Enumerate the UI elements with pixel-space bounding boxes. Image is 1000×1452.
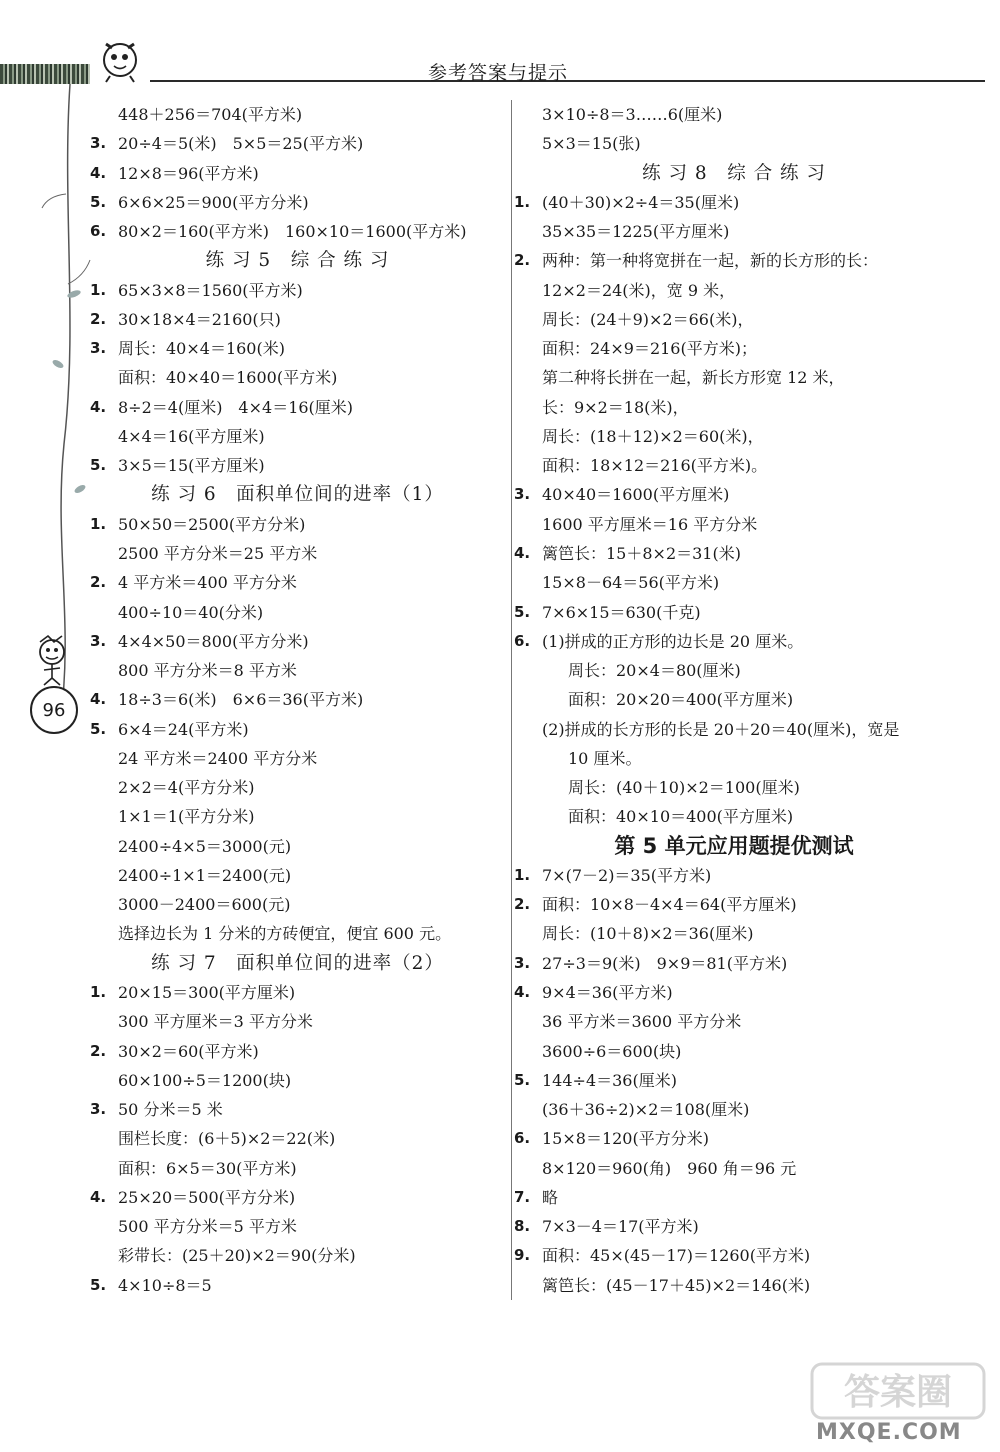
- answer-line: [90, 685, 505, 714]
- answer-line: [514, 510, 954, 539]
- answer-line: [514, 188, 954, 217]
- answer-line: [514, 1037, 954, 1066]
- answer-line: [514, 978, 954, 1007]
- answer-text: 3×5＝15(平方厘米): [118, 456, 265, 476]
- answer-text: 10 厘米。: [568, 748, 642, 768]
- answer-text: 18÷3＝6(米) 6×6＝36(平方米): [118, 690, 364, 710]
- answer-text: 400÷10＝40(分米): [118, 602, 264, 622]
- answer-text: 面积：40×10＝400(平方厘米): [568, 807, 794, 827]
- question-number: 4.: [90, 397, 107, 416]
- answer-line: [514, 744, 954, 773]
- answer-text: 7×3－4＝17(平方米): [542, 1217, 699, 1237]
- answer-line: [90, 393, 505, 422]
- question-number: 1.: [514, 865, 531, 884]
- answer-line: [514, 1183, 954, 1212]
- answer-text: 周长：(40＋10)×2＝100(厘米): [568, 778, 800, 798]
- question-number: 4.: [514, 543, 531, 562]
- answer-line: [90, 802, 505, 831]
- question-number: 3.: [514, 485, 531, 504]
- question-number: 7.: [514, 1187, 531, 1206]
- watermark-url: MXQE.COM: [816, 1420, 962, 1445]
- question-number: 4.: [514, 982, 531, 1001]
- answer-text: 448＋256＝704(平方米): [118, 105, 303, 124]
- answer-text: 2500 平方分米＝25 平方米: [118, 543, 318, 563]
- answer-line: [90, 1037, 505, 1066]
- answer-text: 80×2＝160(平方米) 160×10＝1600(平方米): [118, 222, 467, 242]
- answer-text: 20÷4＝5(米) 5×5＝25(平方米): [118, 134, 364, 154]
- answer-text: 周长：20×4＝80(厘米): [568, 661, 741, 681]
- answer-text: 3000－2400＝600(元): [118, 895, 291, 915]
- answer-text: 60×100÷5＝1200(块): [118, 1070, 292, 1090]
- answer-text: 1×1＝1(平方分米): [118, 807, 255, 827]
- answer-text: 3×10÷8＝3……6(厘米): [542, 105, 723, 124]
- answer-line: [90, 656, 505, 685]
- answer-text: 2400÷1×1＝2400(元): [118, 865, 292, 885]
- answer-text: 40×40＝1600(平方厘米): [542, 485, 730, 505]
- answer-line: [514, 451, 954, 480]
- answer-line: [514, 1124, 954, 1153]
- question-number: 2.: [514, 251, 531, 270]
- right-column: [514, 100, 954, 1300]
- section-heading: 练 习 7 面积单位间的进率（2）: [151, 952, 444, 974]
- answer-text: 3600÷6＝600(块): [542, 1041, 682, 1061]
- answer-text: 周长：40×4＝160(米): [118, 339, 285, 359]
- answer-text: 面积：18×12＝216(平方米)。: [542, 456, 768, 476]
- answer-text: (40＋30)×2÷4＝35(厘米): [542, 192, 740, 212]
- answer-line: [90, 363, 505, 392]
- answer-line: [90, 1241, 505, 1270]
- section-heading: 练 习 6 面积单位间的进率（1）: [151, 484, 444, 506]
- answer-text: 8÷2＝4(厘米) 4×4＝16(厘米): [118, 397, 354, 417]
- answer-line: [90, 510, 505, 539]
- answer-line: [90, 422, 505, 451]
- answer-line: [90, 598, 505, 627]
- answer-line: [90, 1183, 505, 1212]
- answer-text: 50×50＝2500(平方分米): [118, 514, 306, 534]
- question-number: 5.: [514, 1070, 531, 1089]
- answer-text: 4×4＝16(平方厘米): [118, 426, 265, 446]
- answer-line: [90, 1271, 505, 1300]
- answer-line: [514, 217, 954, 246]
- question-number: 5.: [90, 192, 107, 211]
- answer-line: [90, 129, 505, 158]
- question-number: 2.: [90, 1041, 107, 1060]
- question-number: 2.: [514, 895, 531, 914]
- question-number: 2.: [90, 309, 107, 328]
- question-number: 6.: [514, 631, 531, 650]
- answer-line: [90, 568, 505, 597]
- answer-text: 面积：45×(45－17)＝1260(平方米): [542, 1246, 811, 1266]
- answer-line: [90, 919, 505, 948]
- answer-text: 6×4＝24(平方米): [118, 719, 249, 739]
- answer-text: 30×2＝60(平方米): [118, 1041, 259, 1061]
- answer-line: [514, 1095, 954, 1124]
- answer-line: [90, 773, 505, 802]
- question-number: 1.: [90, 514, 107, 533]
- answer-line: [514, 305, 954, 334]
- question-number: 4.: [90, 163, 107, 182]
- answer-line: [514, 861, 954, 890]
- section-heading: 第 5 单元应用题提优测试: [614, 833, 854, 858]
- answer-text: 2×2＝4(平方分米): [118, 778, 255, 798]
- question-number: 5.: [90, 1275, 107, 1294]
- answer-line: [514, 802, 954, 831]
- answer-text: 7×6×15＝630(千克): [542, 602, 701, 622]
- answer-text: 面积：40×40＝1600(平方米): [118, 368, 338, 388]
- answer-line: [90, 1066, 505, 1095]
- answer-text: 9×4＝36(平方米): [542, 982, 673, 1002]
- answer-text: 5×3＝15(张): [542, 134, 641, 154]
- header-stripe: [0, 64, 90, 84]
- answer-line: [514, 715, 954, 744]
- question-number: 5.: [90, 456, 107, 475]
- answer-text: 面积：24×9＝216(平方米)；: [542, 339, 757, 359]
- answer-text: 4×10÷8＝5: [118, 1275, 212, 1295]
- answer-text: 24 平方米＝2400 平方分米: [118, 748, 318, 768]
- answer-line: [514, 773, 954, 802]
- answer-line: [514, 334, 954, 363]
- question-number: 3.: [514, 953, 531, 972]
- answer-line: [514, 568, 954, 597]
- question-number: 5.: [90, 719, 107, 738]
- answer-text: 35×35＝1225(平方厘米): [542, 222, 730, 242]
- answer-line: [514, 919, 954, 948]
- answer-text: 6×6×25＝900(平方分米): [118, 192, 309, 212]
- answer-line: [90, 861, 505, 890]
- answer-line: [90, 1007, 505, 1036]
- answer-text: 长：9×2＝18(米)，: [542, 397, 689, 417]
- answer-text: 12×2＝24(米)，宽 9 米，: [542, 280, 736, 300]
- question-number: 6.: [514, 1129, 531, 1148]
- question-number: 3.: [90, 1100, 107, 1119]
- answer-text: 围栏长度：(6＋5)×2＝22(米): [118, 1129, 336, 1149]
- question-number: 1.: [90, 280, 107, 299]
- answer-line: [90, 1212, 505, 1241]
- answer-line: [514, 363, 954, 392]
- answer-text: 1600 平方厘米＝16 平方分米: [542, 514, 758, 534]
- question-number: 4.: [90, 690, 107, 709]
- answer-text: 12×8＝96(平方米): [118, 163, 259, 183]
- answer-text: 篱笆长：15＋8×2＝31(米): [542, 543, 741, 563]
- answer-line: [514, 129, 954, 158]
- answer-line: [514, 393, 954, 422]
- answer-line: [514, 539, 954, 568]
- answer-text: 300 平方厘米＝3 平方分米: [118, 1012, 313, 1032]
- answer-text: 略: [542, 1187, 559, 1207]
- question-number: 9.: [514, 1246, 531, 1265]
- answer-line: [90, 276, 505, 305]
- answer-line: [90, 188, 505, 217]
- answer-line: [514, 1066, 954, 1095]
- answer-line: [90, 1124, 505, 1153]
- answer-text: 4 平方米＝400 平方分米: [118, 573, 297, 593]
- answer-text: 27÷3＝9(米) 9×9＝81(平方米): [542, 953, 788, 973]
- answer-line: [90, 217, 505, 246]
- answer-line: [514, 1241, 954, 1270]
- answer-text: 面积：6×5＝30(平方米): [118, 1158, 297, 1178]
- answer-text: 800 平方分米＝8 平方米: [118, 661, 297, 681]
- answer-text: 36 平方米＝3600 平方分米: [542, 1012, 742, 1032]
- answer-line: [514, 246, 954, 275]
- answer-text: 20×15＝300(平方厘米): [118, 982, 296, 1002]
- answer-line: [90, 627, 505, 656]
- question-number: 3.: [90, 631, 107, 650]
- cartoon-boy-mascot-icon: [26, 630, 82, 686]
- watermark-logo-text: 答案圈: [843, 1372, 953, 1413]
- left-column: [90, 100, 505, 1300]
- answer-line: [514, 1271, 954, 1300]
- answer-line: [90, 100, 505, 129]
- question-number: 1.: [514, 192, 531, 211]
- answer-line: [514, 890, 954, 919]
- answer-line: [90, 159, 505, 188]
- answer-line: [514, 598, 954, 627]
- question-number: 3.: [90, 339, 107, 358]
- answer-line: [90, 451, 505, 480]
- answer-line: [514, 1007, 954, 1036]
- column-divider: [511, 100, 512, 1300]
- answer-text: 第二种将长拼在一起，新长方形宽 12 米，: [542, 368, 845, 388]
- answer-text: 8×120＝960(角) 960 角＝96 元: [542, 1158, 797, 1178]
- answer-line: [90, 715, 505, 744]
- answer-text: 面积：20×20＝400(平方厘米): [568, 690, 794, 710]
- answer-line: [90, 832, 505, 861]
- question-number: 8.: [514, 1217, 531, 1236]
- answer-text: 7×(7－2)＝35(平方米): [542, 865, 712, 885]
- answer-text: 15×8－64＝56(平方米): [542, 573, 720, 593]
- answer-text: 50 分米＝5 米: [118, 1100, 223, 1120]
- answer-line: [514, 1212, 954, 1241]
- answer-line: [514, 949, 954, 978]
- answer-text: 选择边长为 1 分米的方砖便宜，便宜 600 元。: [118, 924, 452, 944]
- answer-text: 144÷4＝36(厘米): [542, 1070, 677, 1090]
- question-number: 6.: [90, 222, 107, 241]
- answer-text: (1)拼成的正方形的边长是 20 厘米。: [542, 631, 804, 651]
- answer-line: [90, 1154, 505, 1183]
- answer-text: 4×4×50＝800(平方分米): [118, 631, 309, 651]
- answer-text: 25×20＝500(平方分米): [118, 1187, 296, 1207]
- page-number: 96: [30, 686, 78, 734]
- answer-line: [90, 1095, 505, 1124]
- answer-line: [514, 422, 954, 451]
- answer-text: 15×8＝120(平方分米): [542, 1129, 709, 1149]
- alarm-clock-mascot-icon: [92, 30, 148, 86]
- answer-text: 两种：第一种将宽拼在一起，新的长方形的长：: [542, 251, 879, 271]
- answer-text: (2)拼成的长方形的长是 20＋20＝40(厘米)，宽是: [542, 719, 900, 739]
- answer-text: 周长：(24＋9)×2＝66(米)，: [542, 309, 754, 329]
- answer-line: [514, 480, 954, 509]
- answer-line: [514, 100, 954, 129]
- answer-line: [514, 656, 954, 685]
- answer-text: (36＋36÷2)×2＝108(厘米): [542, 1100, 750, 1120]
- answer-line: [90, 744, 505, 773]
- answer-line: [90, 539, 505, 568]
- answer-line: [90, 305, 505, 334]
- question-number: 3.: [90, 134, 107, 153]
- answer-line: [514, 627, 954, 656]
- answer-line: [514, 276, 954, 305]
- answer-line: [90, 334, 505, 363]
- answer-text: 2400÷4×5＝3000(元): [118, 836, 292, 856]
- answer-text: 面积：10×8－4×4＝64(平方厘米): [542, 895, 797, 915]
- section-heading: 练 习 5 综 合 练 习: [205, 250, 390, 272]
- answer-text: 彩带长：(25＋20)×2＝90(分米): [118, 1246, 356, 1266]
- question-number: 5.: [514, 602, 531, 621]
- page-title: 参考答案与提示: [428, 62, 569, 84]
- answer-line: [90, 978, 505, 1007]
- question-number: 1.: [90, 982, 107, 1001]
- answer-text: 30×18×4＝2160(只): [118, 309, 281, 329]
- section-heading: 练 习 8 综 合 练 习: [642, 162, 826, 184]
- question-number: 4.: [90, 1187, 107, 1206]
- answer-line: [514, 685, 954, 714]
- answer-text: 65×3×8＝1560(平方米): [118, 280, 303, 300]
- answer-text: 篱笆长：(45－17＋45)×2＝146(米): [542, 1275, 811, 1295]
- answer-text: 周长：(10＋8)×2＝36(厘米): [542, 924, 754, 944]
- answer-text: 周长：(18＋12)×2＝60(米)，: [542, 426, 764, 446]
- answer-text: 500 平方分米＝5 平方米: [118, 1217, 297, 1237]
- answer-line: [90, 890, 505, 919]
- question-number: 2.: [90, 573, 107, 592]
- answer-line: [514, 1154, 954, 1183]
